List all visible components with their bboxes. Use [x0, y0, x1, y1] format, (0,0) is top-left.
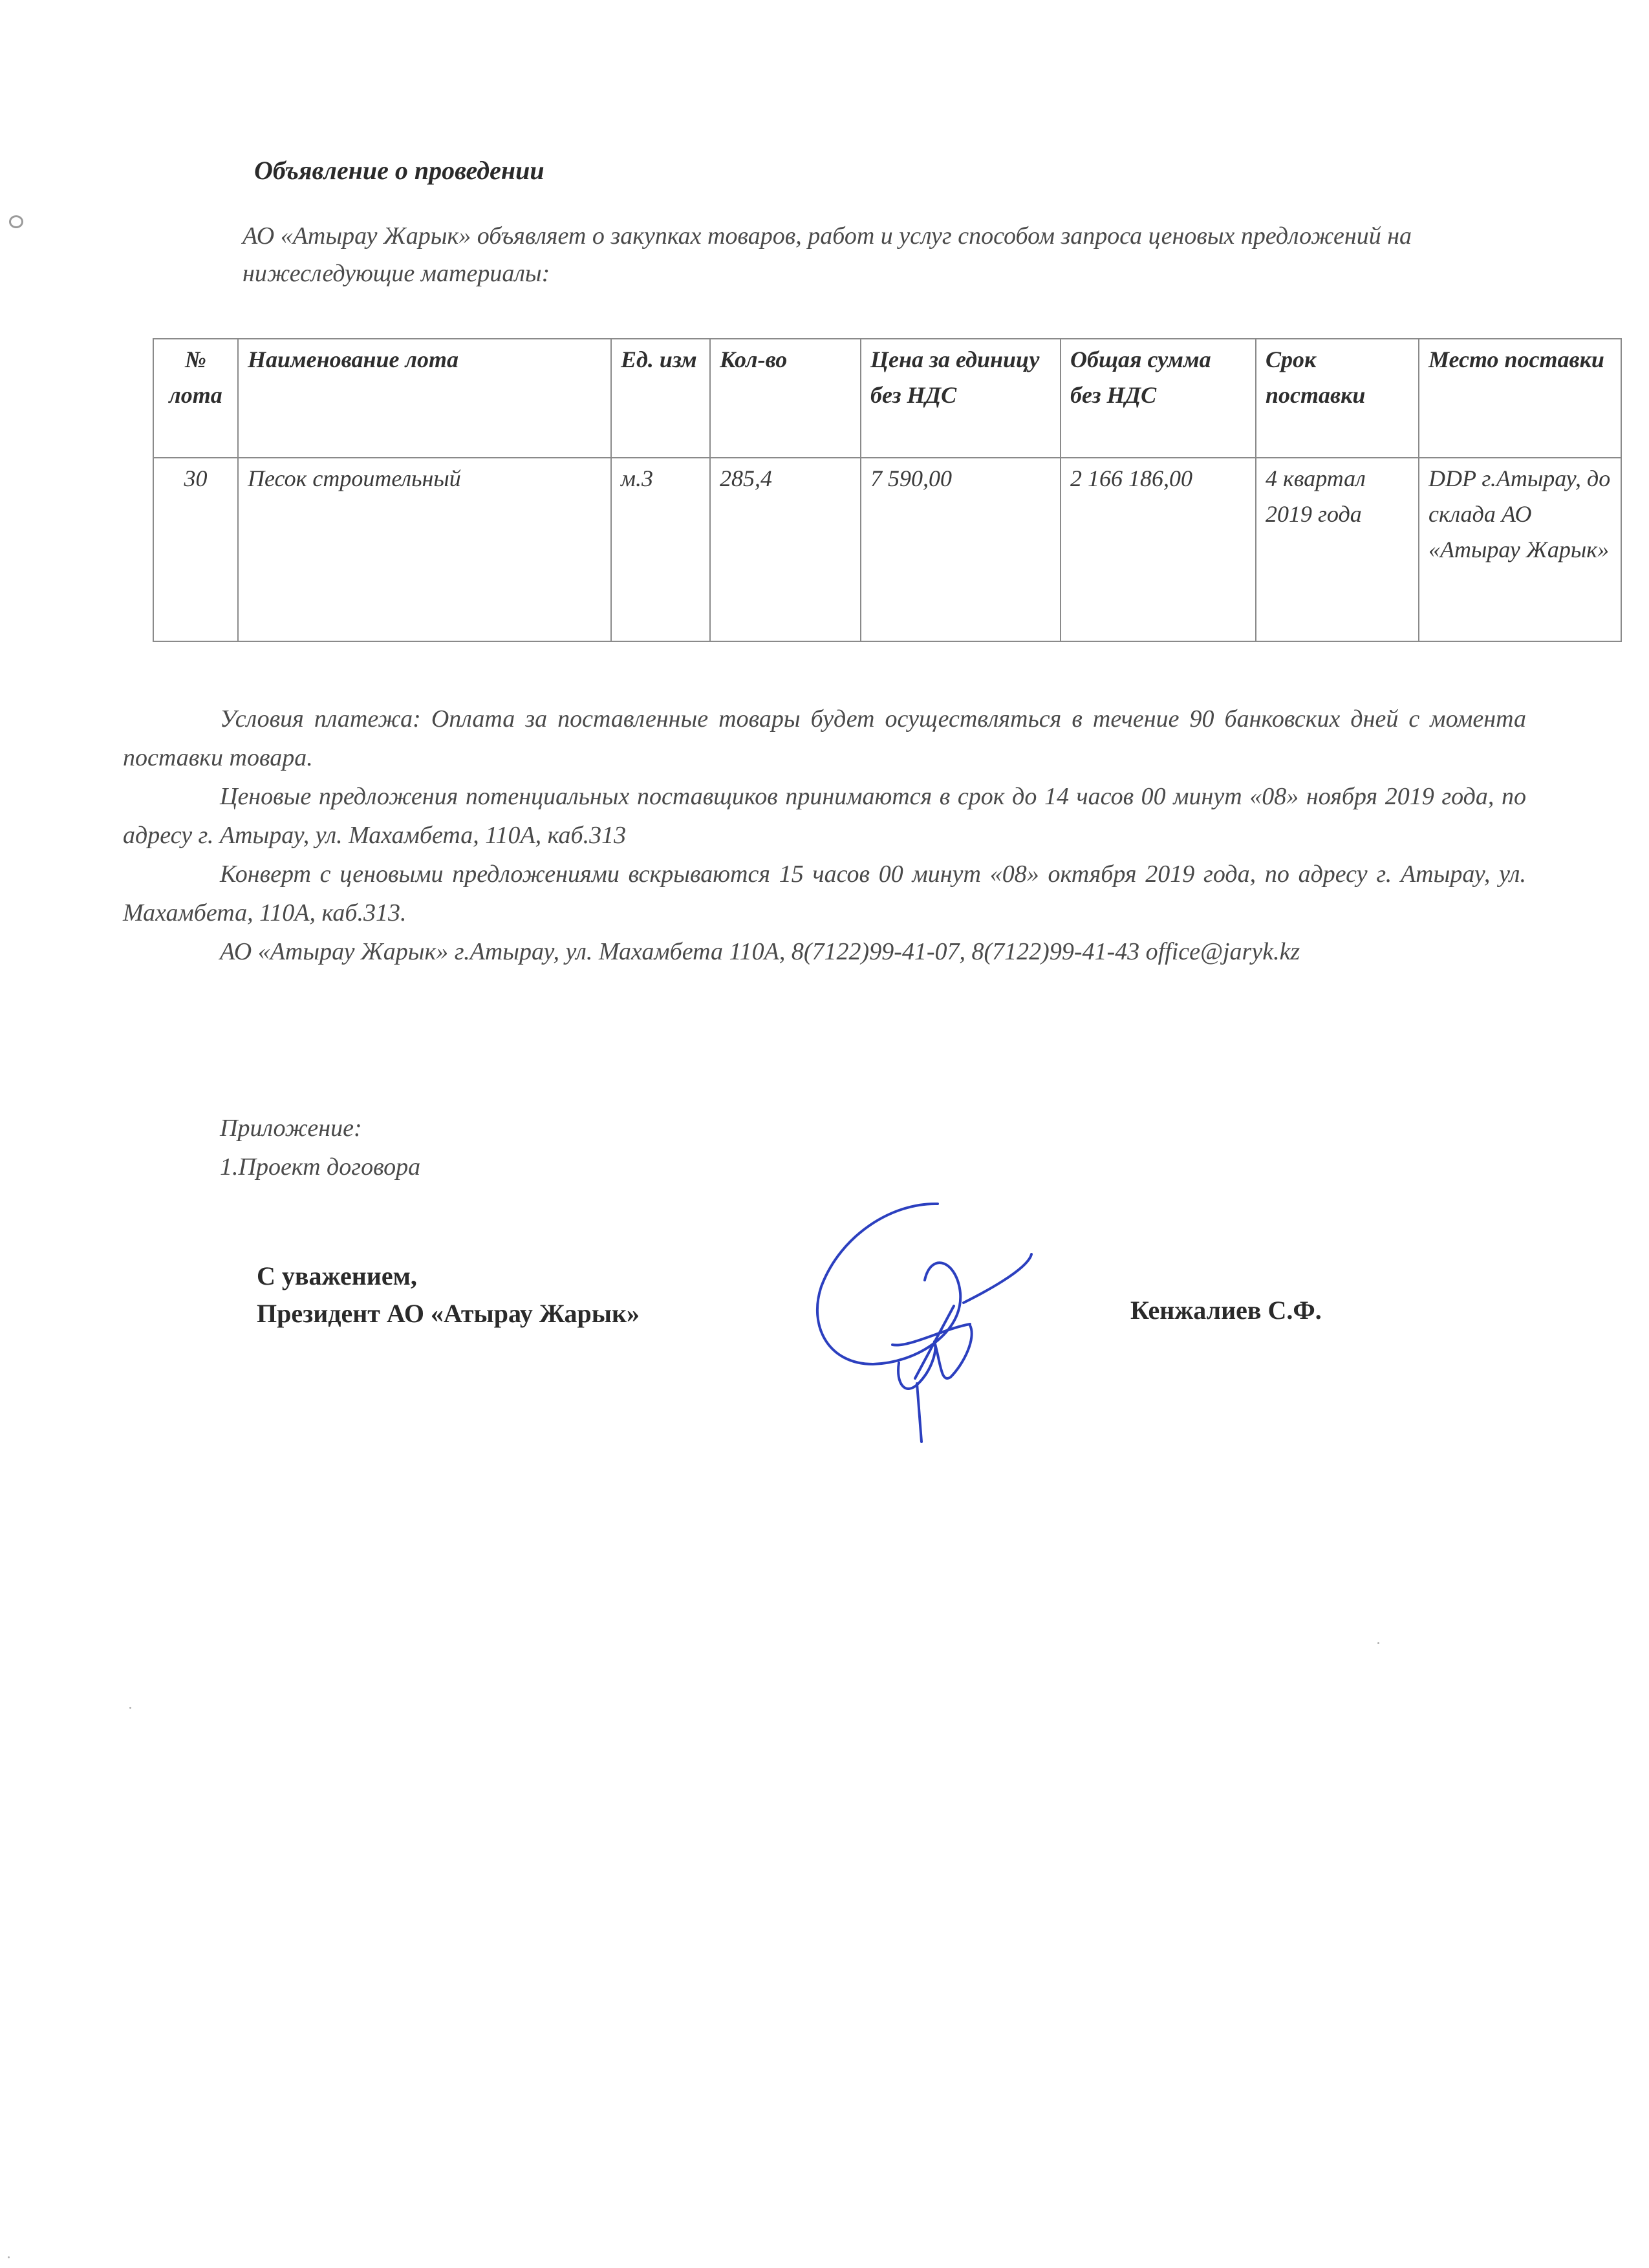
deadline-paragraph — [123, 777, 1526, 855]
cell-quantity: 285,4 — [710, 458, 861, 641]
header-quantity: Кол-во — [710, 339, 861, 458]
intro-paragraph: АО «Атырау Жарык» объявляет о закупках товаров, работ и услуг способом запроса ценовых предложений на нижеследующие материалы: — [242, 222, 1412, 287]
opening-paragraph — [123, 855, 1526, 932]
table-header-row — [153, 339, 1621, 458]
header-unit-price: Цена за единицу без НДС — [861, 339, 1061, 458]
appendix-label: Приложение: — [220, 1115, 362, 1142]
lots-table — [153, 338, 1622, 642]
header-lot-number: № лота — [153, 339, 238, 458]
payment-terms-text: Условия платежа: Оплата за поставленные товары будет осуществляться в течение 90 банковских дней с момента поставки товара. — [123, 705, 1526, 771]
closing-greeting: С уважением, — [257, 1261, 417, 1290]
cell-unit: м.3 — [611, 458, 710, 641]
header-delivery-place: Место поставки — [1419, 339, 1621, 458]
cell-delivery-term: 4 квартал 2019 года — [1256, 458, 1419, 641]
signer-name: Кенжалиев С.Ф. — [1130, 1296, 1322, 1325]
payment-terms-paragraph — [123, 700, 1526, 777]
header-delivery-term: Срок поставки — [1256, 339, 1419, 458]
table-row — [153, 458, 1621, 641]
header-lot-name: Наименование лота — [238, 339, 611, 458]
cell-lot-number: 30 — [153, 458, 238, 641]
header-unit: Ед. изм — [611, 339, 710, 458]
cell-unit-price: 7 590,00 — [861, 458, 1061, 641]
signature-icon — [802, 1190, 1048, 1448]
deadline-text: Ценовые предложения потенциальных поставщиков принимаются в срок до 14 часов 00 минут «08» ноября 2019 года, по адресу г. Атырау, ул. Махамбета, 110А, каб.313 — [123, 783, 1526, 849]
appendix-item: 1.Проект договора — [220, 1153, 421, 1181]
contact-paragraph — [123, 932, 1526, 971]
cell-total-sum: 2 166 186,00 — [1061, 458, 1256, 641]
closing-block — [257, 1257, 640, 1332]
scan-dot — [1377, 1642, 1379, 1644]
closing-position: Президент АО «Атырау Жарык» — [257, 1299, 640, 1328]
document-title: Объявление о проведении — [254, 156, 544, 185]
scan-speck — [9, 215, 23, 228]
opening-text: Конверт с ценовыми предложениями вскрываются 15 часов 00 минут «08» октября 2019 года, по адресу г. Атырау, ул. Махамбета, 110А, каб.313. — [123, 861, 1526, 926]
scan-dot — [129, 1707, 131, 1709]
cell-lot-name: Песок строительный — [238, 458, 611, 641]
cell-delivery-place: DDP г.Атырау, до склада АО «Атырау Жарык» — [1419, 458, 1621, 641]
appendix — [220, 1109, 420, 1186]
contact-text: АО «Атырау Жарык» г.Атырау, ул. Махамбета 110А, 8(7122)99-41-07, 8(7122)99-41-43 office@jaryk.kz — [220, 938, 1300, 965]
scan-dot — [8, 2256, 10, 2258]
header-total-sum: Общая сумма без НДС — [1061, 339, 1256, 458]
